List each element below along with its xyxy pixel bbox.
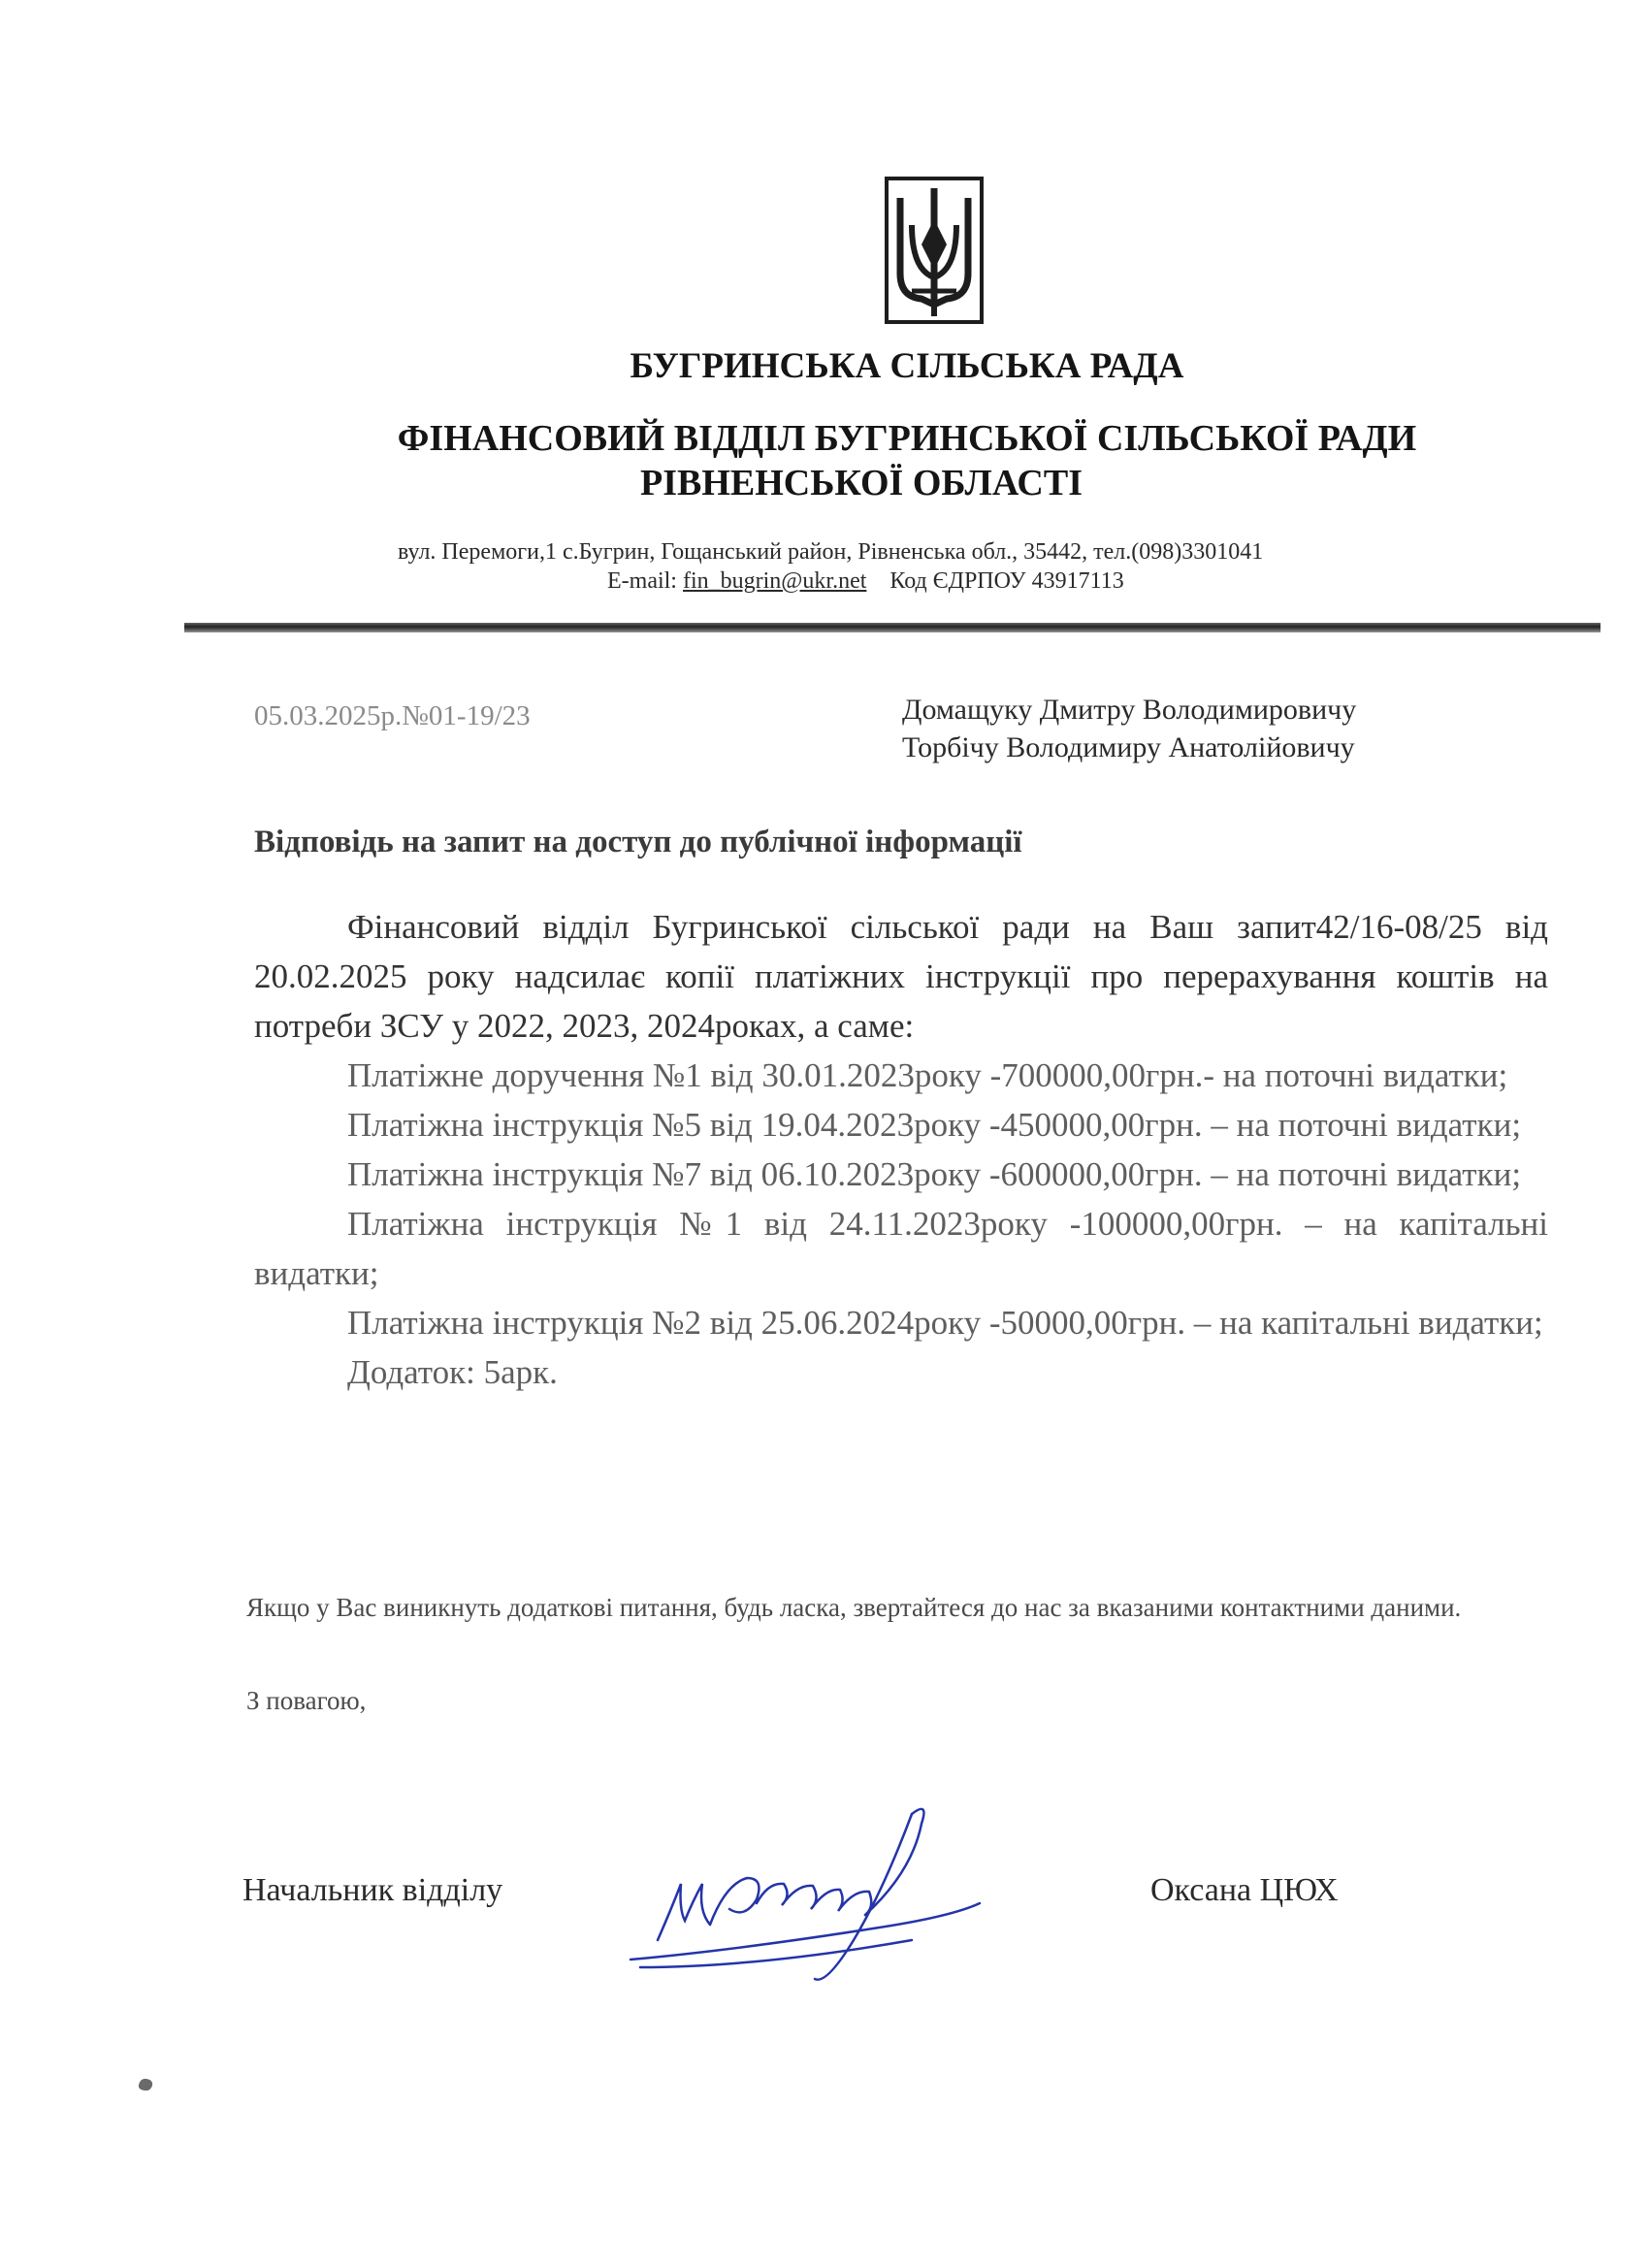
edrpou-code: Код ЄДРПОУ 43917113 <box>889 568 1124 594</box>
email-link[interactable]: fin_bugrin@ukr.net <box>682 568 867 594</box>
department-title: ФІНАНСОВИЙ ВІДДІЛ БУГРИНСЬКОЇ СІЛЬСЬКОЇ РАДИ <box>397 418 1417 459</box>
scan-speck <box>136 2076 155 2093</box>
address-line: вул. Перемоги,1 с.Бугрин, Гощанський район, Рівненська обл., 35442, тел.(098)3301041 <box>398 539 1264 565</box>
recipient-2: Торбічу Володимиру Анатолійовичу <box>902 731 1355 763</box>
payment-item: Платіжна інструкція №7 від 06.10.2023року -600000,00грн. – на поточні видатки; <box>347 1155 1522 1193</box>
council-name: БУГРИНСЬКА СІЛЬСЬКА РАДА <box>630 346 1184 386</box>
letter-body <box>254 902 1548 1397</box>
contact-line <box>607 568 1124 595</box>
email-label: E-mail: <box>607 568 683 594</box>
recipient-1: Домащуку Дмитру Володимировичу <box>902 694 1357 726</box>
payment-item: Платіжна інструкція №2 від 25.06.2024року -50000,00грн. – на капітальні видатки; <box>347 1304 1543 1342</box>
header-divider <box>184 623 1600 632</box>
handwritten-signature <box>621 1795 999 1998</box>
closing-paragraph: Якщо у Вас виникнуть додаткові питання, будь ласка, звертайтеся до нас за вказаними контактними даними. <box>246 1593 1462 1622</box>
attachment-note: Додаток: 5арк. <box>347 1353 558 1391</box>
outgoing-date-number: 05.03.2025р.№01-19/23 <box>254 700 531 731</box>
payment-item: Платіжна інструкція №1 від 24.11.2023року -100000,00грн. – на капітальні видатки; <box>254 1205 1548 1292</box>
intro-paragraph: Фінансовий відділ Бугринської сільської ради на Ваш запит42/16-08/25 від 20.02.2025 року надсилає копії платіжних інструкції про перерахування коштів на потреби ЗСУ у 2022, 2023, 2024роках, а саме: <box>254 908 1548 1045</box>
letter-subject: Відповідь на запит на доступ до публічної інформації <box>254 825 1022 859</box>
trident-emblem-icon <box>883 177 986 324</box>
payment-item: Платіжне доручення №1 від 30.01.2023року -700000,00грн.- на поточні видатки; <box>347 1056 1508 1094</box>
department-region: РІВНЕНСЬКОЇ ОБЛАСТІ <box>640 463 1083 503</box>
signer-position: Начальник відділу <box>242 1872 503 1908</box>
signer-name: Оксана ЦЮХ <box>1150 1872 1339 1908</box>
regards: З повагою, <box>246 1686 367 1715</box>
payment-item: Платіжна інструкція №5 від 19.04.2023року -450000,00грн. – на поточні видатки; <box>347 1106 1522 1144</box>
